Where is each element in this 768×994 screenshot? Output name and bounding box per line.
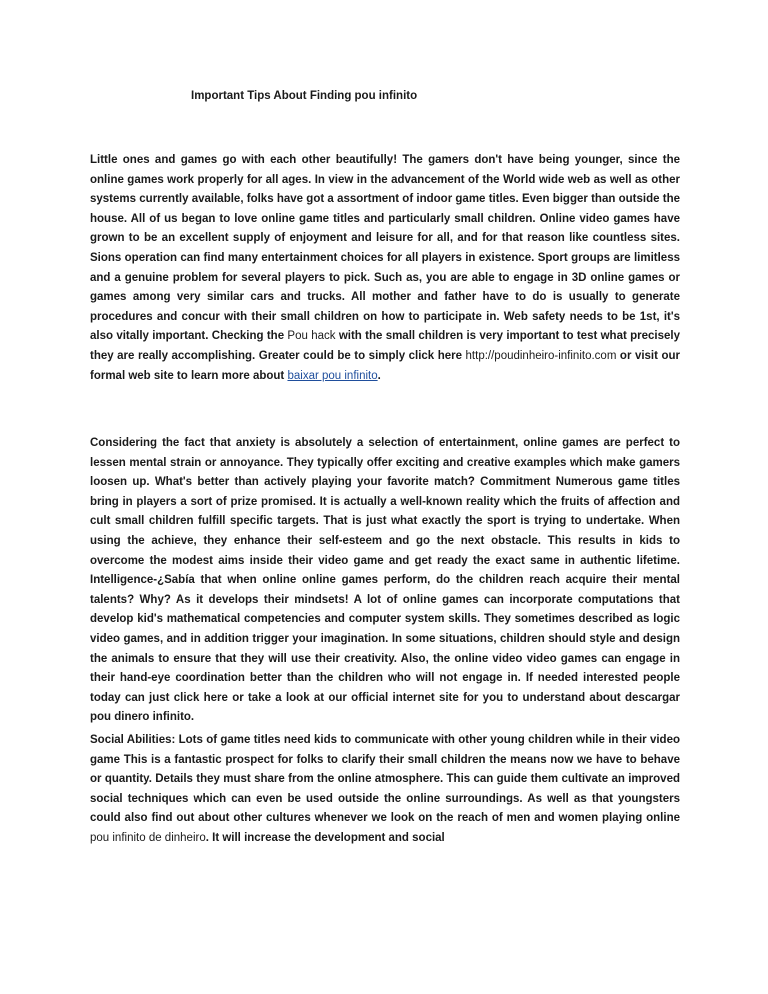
- paragraph-2: [90, 434, 680, 728]
- paragraph-1-text-b: with the small children is very important to test what precisely they are really accomplishing. Greater could be to simply click here: [90, 330, 680, 362]
- baixar-pou-infinito-link[interactable]: baixar pou infinito: [287, 369, 378, 382]
- paragraph-1: [90, 151, 680, 386]
- site-url: http://poudinheiro-infinito.com: [465, 349, 617, 362]
- paragraph-3-text-a: Social Abilities: Lots of game titles need kids to communicate with other young children while in their video game This is a fantastic prospect for folks to clarify their small children the means now we have to behave or quantity. Details they must share from the online atmosphere. This can guide them cultivate an improved social techniques which can even be used outside the online surroundings. As well as that youngsters could also find out about other cultures whenever we look on the reach of men and women playing online: [90, 734, 680, 825]
- paragraph-3-text-b: . It will increase the development and social: [205, 831, 445, 844]
- pou-hack-term: Pou hack: [287, 330, 336, 343]
- paragraph-2-text: Considering the fact that anxiety is absolutely a selection of entertainment, online games are perfect to lessen mental strain or annoyance. They typically offer exciting and creative examples which make gamers loosen up. What's better than actively playing your favorite match? Commitment Numerous game titles bring in players a sort of prize promised. It is actually a well-known reality which the fruits of affection and cult small children fulfill specific targets. That is just what exactly the sport is trying to undertake. When using the achieve, they enhance their self-esteem and go the next obstacle. This results in kids to overcome the modest aims inside their video game and get ready the exact same in authentic lifetime. Intelligence-¿Sabía that when online online games perform, do the children reach acquire their mental talents? Why? As it develops their mindsets! A lot of online games can incorporate computations that develop kid's mathematical competencies and computer system skills. They sometimes described as logic video games, and in addition trigger your imagination. In some situations, children should style and design the animals to ensure that they will use their creativity. Also, the online video video games can engage in their hand-eye coordination better than the children who will not engage in. If needed interested people today can just click here or take a look at our official internet site for you to understand about descargar pou dinero infinito.: [90, 437, 680, 724]
- paragraph-1-text-c: or visit our formal web site to learn more about: [90, 349, 680, 382]
- paragraph-3: [90, 731, 680, 849]
- paragraph-1-text-d: .: [377, 369, 381, 382]
- pou-infinito-de-dinheiro-term: pou infinito de dinheiro: [90, 831, 206, 844]
- document-title: Important Tips About Finding pou infinito: [191, 90, 418, 102]
- paragraph-1-text-a: Little ones and games go with each other beautifully! The gamers don't have being younger, since the online games work properly for all ages. In view in the advancement of the World wide web as well as other systems currently available, folks have got a assortment of indoor game titles. Even bigger than outside the house. All of us began to love online game titles and particularly small children. Online video games have grown to be an excellent supply of enjoyment and leisure for all, and for that reason like countless sites. Sions operation can find many entertainment choices for all players in existence. Sport groups are limitless and a genuine problem for several players to pick. Such as, you are able to engage in 3D online games or games among very similar cars and trucks. All mother and father have to do is usually to generate procedures and concur with their small children on how to participate in. Web safety needs to be 1st, it's also vitally important. Checking the: [90, 154, 680, 343]
